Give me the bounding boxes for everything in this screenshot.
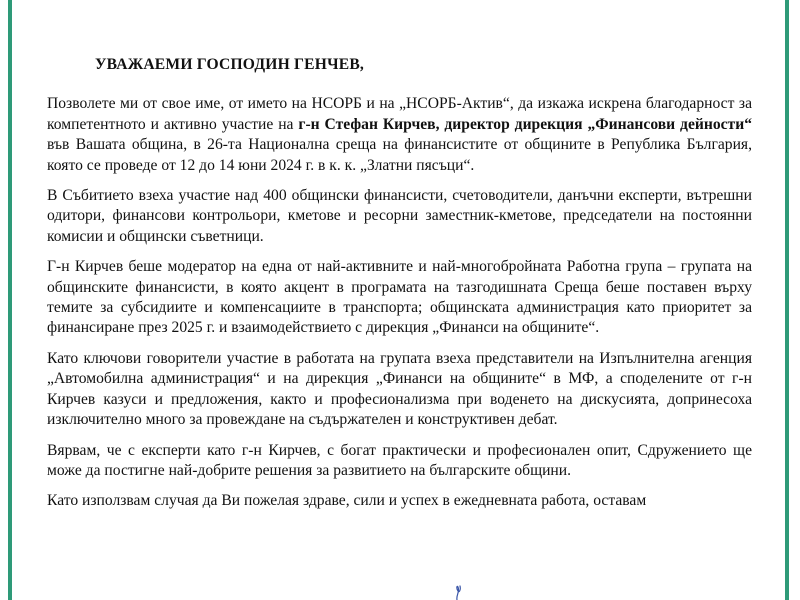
right-page-border — [785, 0, 789, 600]
paragraph-expertise: Вярвам, че с експерти като г-н Кирчев, с богат практически и професионален опит, Сдружението ще може да постигне най-добрите решения за развитието на българските общини. — [47, 441, 752, 479]
paragraph-closing: Като използвам случая да Ви пожелая здраве, сили и успех в ежедневната работа, оставам — [47, 492, 647, 510]
paragraph-gratitude-name: г-н Стефан Кирчев, директор дирекция „Финансови дейности“ — [298, 115, 752, 133]
salutation: УВАЖАЕМИ ГОСПОДИН ГЕНЧЕВ, — [95, 56, 365, 73]
paragraph-participants: В Събитието взеха участие над 400 общински финансисти, счетоводители, данъчни експерти, вътрешни одитори, финансови контрольори, кметове и ресорни заместник-кметове, председатели на постоянни комисии и общински съветници. — [47, 187, 752, 245]
paragraph-gratitude-details: във Вашата община, в 26-та Национална среща на финансистите от общините в Република България, която се проведе от 12 до 14 юни 2024 г. в к. к. „Златни пясъци“. — [47, 136, 752, 174]
paragraph-gratitude-intro: Позволете ми от свое име, от името на НСОРБ и на „НСОРБ-Актив“, да изкажа искрена благодарност за компетентното и активно участие на — [47, 95, 752, 133]
signature-mark — [448, 584, 468, 600]
paragraph-gratitude — [47, 94, 752, 176]
letter-body — [47, 55, 752, 522]
left-page-border — [8, 0, 12, 600]
paragraph-moderator: Г-н Кирчев беше модератор на една от най-активните и най-многобройната Работна група – групата на общинските финансисти, в която акцент в програмата на тазгодишната Среща беше поставен върху темите за субсидиите и компенсациите в транспорта; общинската администрация като приоритет за финансиране през 2025 г. и взаимодействието с дирекция „Финанси на общините“. — [47, 258, 752, 337]
paragraph-speakers: Като ключови говорители участие в работата на групата взеха представители на Изпълнителна агенция „Автомобилна администрация“ и на дирекция „Финанси на общините“ в МФ, а споделените от г-н Кирчев казуси и предложения, както и професионализма при воденето на дискусията, допринесоха изключително много за провеждане на съдържателен и конструктивен дебат. — [47, 349, 752, 429]
